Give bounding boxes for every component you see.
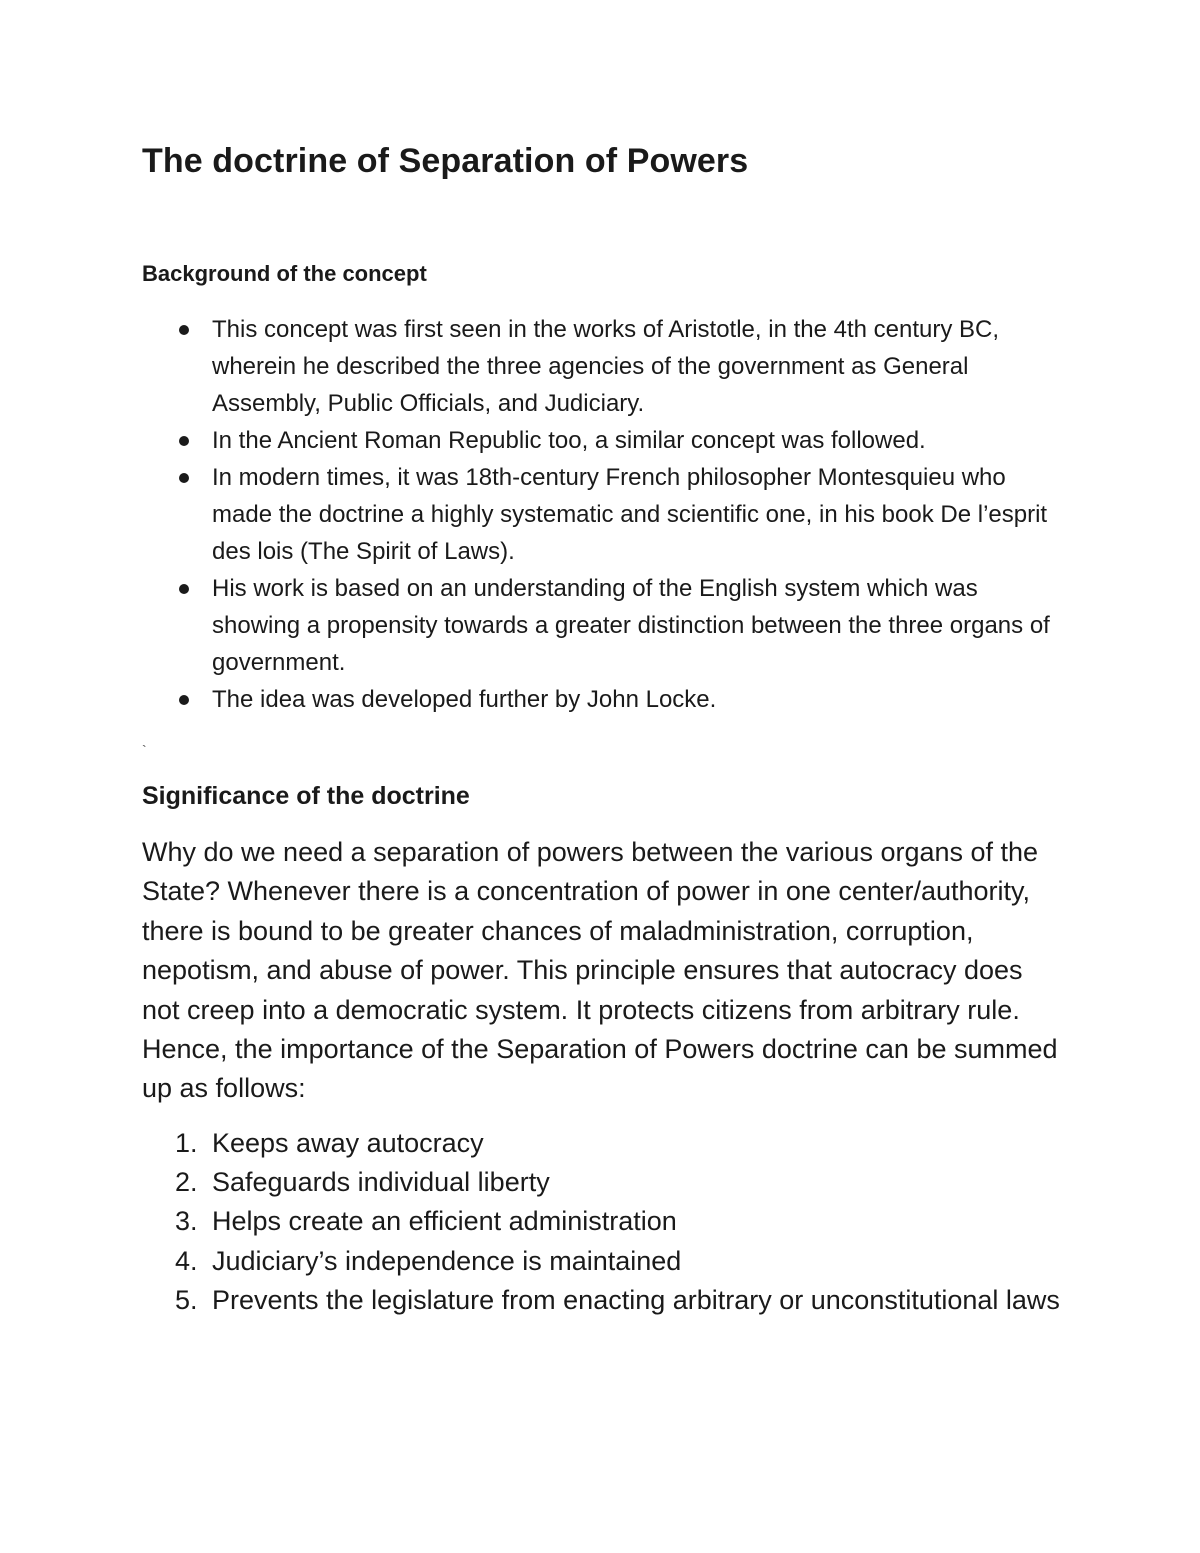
bullet-dot-icon [179, 325, 189, 335]
bullet-item [142, 681, 1062, 718]
bullet-dot-icon [179, 584, 189, 594]
list-item-text: Prevents the legislature from enacting arbitrary or unconstitutional laws [212, 1284, 1060, 1315]
bullet-item [142, 422, 1062, 459]
list-item [142, 1124, 1062, 1163]
list-item [142, 1163, 1062, 1202]
bullet-text: This concept was first seen in the works of Aristotle, in the 4th century BC, wherein he described the three agencies of the government as General Assembly, Public Officials, and Judiciary. [212, 316, 1000, 417]
list-item-number: 5. [175, 1284, 198, 1315]
bullet-item [142, 459, 1062, 570]
list-item [142, 1242, 1062, 1281]
list-item-text: Helps create an efficient administration [212, 1206, 677, 1237]
significance-paragraph: Why do we need a separation of powers between the various organs of the State? Whenever there is a concentration of power in one center/authority, there is bound to be greater chances of maladministration, corruption, nepotism, and abuse of power. This principle ensures that autocracy does not creep into a democratic system. It protects citizens from arbitrary rule. Hence, the importance of the Separation of Powers doctrine can be summed up as follows: [142, 837, 1058, 1104]
background-bullet-list [142, 311, 1062, 718]
list-item-number: 3. [175, 1206, 198, 1237]
list-item [142, 1202, 1062, 1241]
bullet-item [142, 570, 1062, 681]
list-item-text: Judiciary’s independence is maintained [212, 1245, 682, 1276]
bullet-item [142, 311, 1062, 422]
bullet-dot-icon [179, 473, 189, 483]
bullet-text: In the Ancient Roman Republic too, a similar concept was followed. [212, 427, 926, 454]
list-item-text: Safeguards individual liberty [212, 1167, 550, 1198]
significance-numbered-list [142, 1124, 1062, 1320]
list-item-number: 2. [175, 1167, 198, 1198]
page-title: The doctrine of Separation of Powers [142, 142, 749, 180]
list-item-text: Keeps away autocracy [212, 1128, 484, 1158]
section-heading-significance: Significance of the doctrine [142, 782, 470, 810]
bullet-text: The idea was developed further by John Locke. [212, 686, 717, 713]
bullet-dot-icon [179, 436, 189, 446]
list-item-number: 4. [175, 1245, 198, 1276]
list-item [142, 1281, 1062, 1320]
list-item-number: 1. [175, 1128, 198, 1158]
section-heading-background: Background of the concept [142, 261, 427, 286]
bullet-dot-icon [179, 695, 189, 705]
bullet-text: In modern times, it was 18th-century French philosopher Montesquieu who made the doctrine a highly systematic and scientific one, in his book De l’esprit des lois (The Spirit of Laws). [212, 464, 1048, 565]
stray-mark: ` [142, 742, 147, 758]
bullet-text: His work is based on an understanding of the English system which was showing a propensity towards a greater distinction between the three organs of government. [212, 575, 1050, 676]
